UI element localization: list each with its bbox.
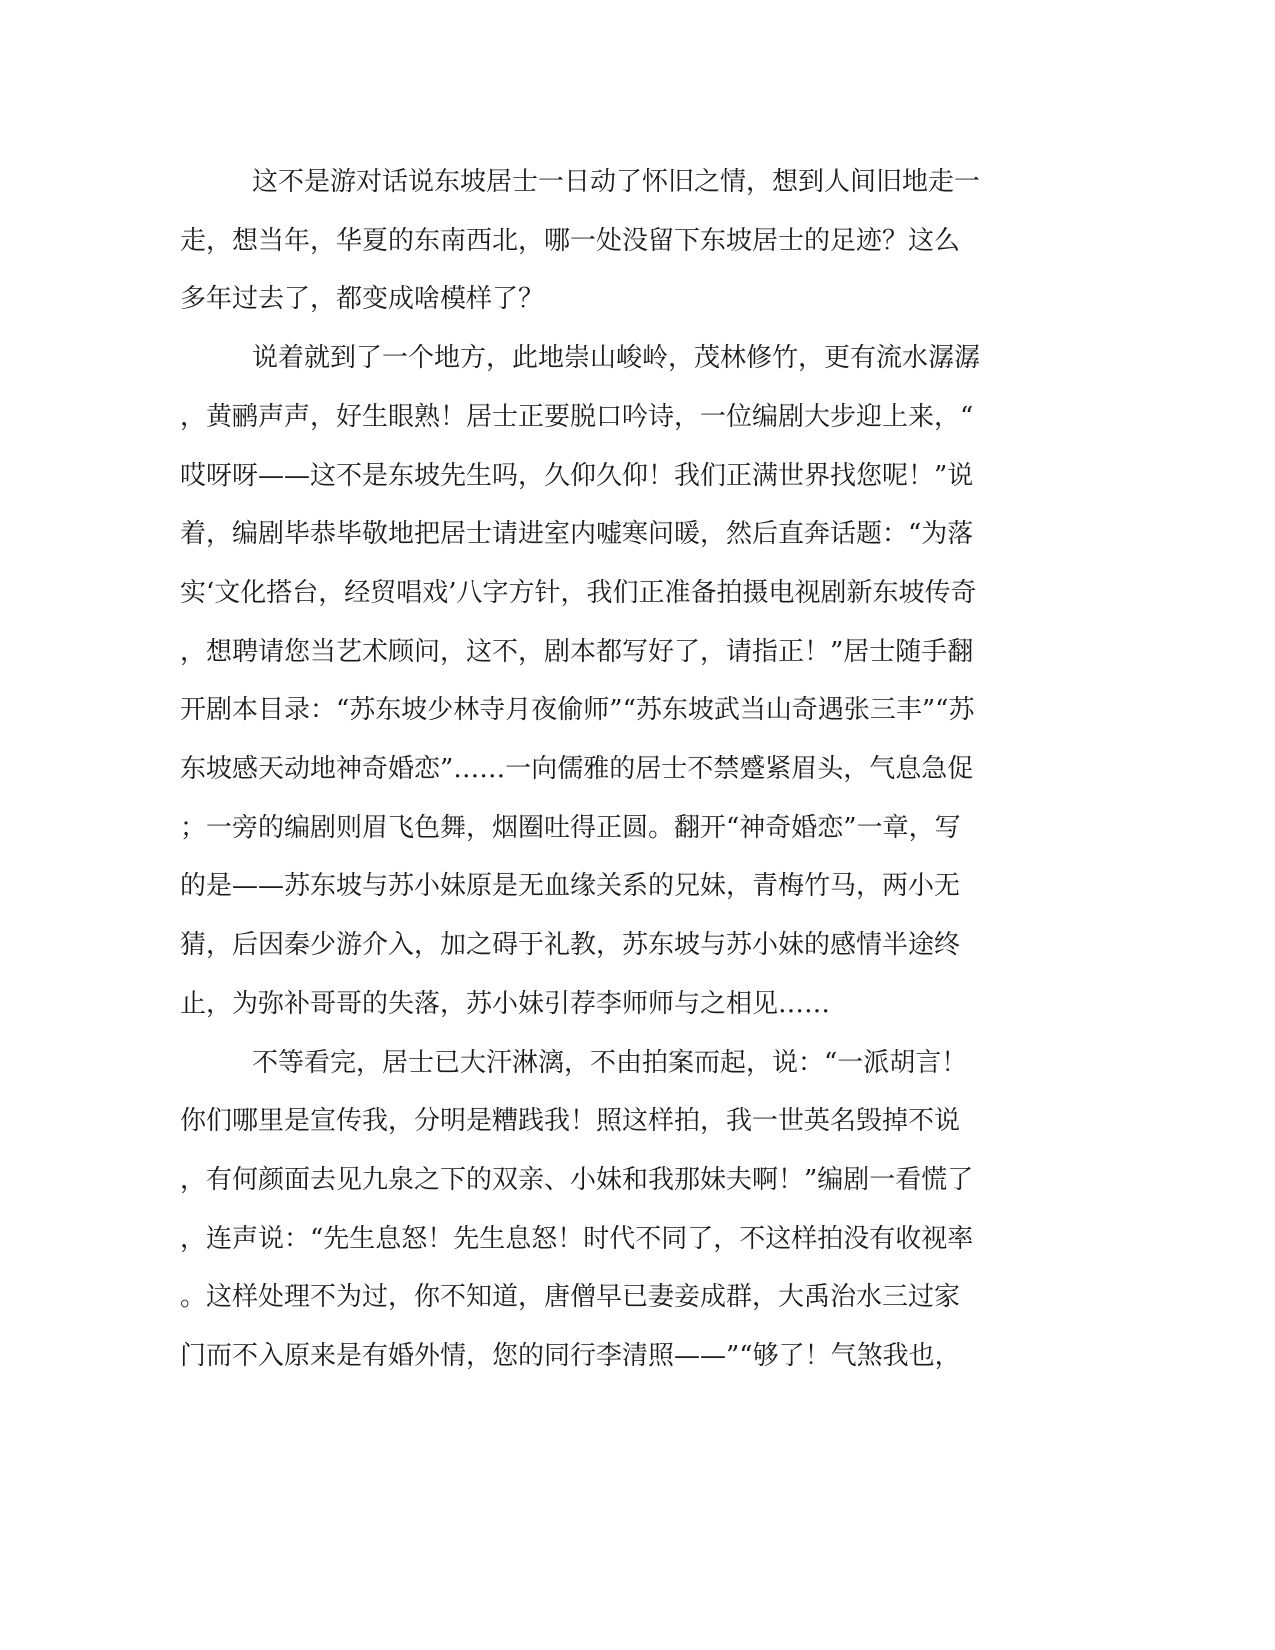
text-line: 猜，后因秦少游介入，加之碍于礼教，苏东坡与苏小妹的感情半途终: [180, 930, 961, 960]
text-line: ，想聘请您当艺术顾问，这不，剧本都写好了，请指正！”居士随手翻: [180, 637, 974, 667]
text-line: 走，想当年，华夏的东南西北，哪一处没留下东坡居士的足迹？这么: [180, 226, 961, 256]
text-line: 着，编剧毕恭毕敬地把居士请进室内嘘寒问暖，然后直奔话题：“为落: [180, 519, 974, 549]
text-line: ，连声说：“先生息怒！先生息怒！时代不同了，不这样拍没有收视率: [180, 1224, 974, 1254]
text-line: 门而不入原来是有婚外情，您的同行李清照——”“够了！气煞我也，: [180, 1341, 961, 1371]
text-line: 实‘文化搭台，经贸唱戏’八字方针，我们正准备拍摄电视剧新东坡传奇: [180, 578, 977, 608]
text-line: 的是——苏东坡与苏小妹原是无血缘关系的兄妹，青梅竹马，两小无: [180, 871, 961, 901]
text-line: 哎呀呀——这不是东坡先生吗，久仰久仰！我们正满世界找您呢！”说: [180, 461, 974, 491]
text-line: 多年过去了，都变成啥模样了？: [180, 284, 545, 314]
text-line: 。这样处理不为过，你不知道，唐僧早已妻妾成群，大禹治水三过家: [180, 1282, 961, 1312]
text-line: 东坡感天动地神奇婚恋”……一向儒雅的居士不禁蹙紧眉头，气息急促: [180, 754, 974, 784]
text-line: 开剧本目录：“苏东坡少林寺月夜偷师”“苏东坡武当山奇遇张三丰”“苏: [180, 695, 975, 725]
text-line: 你们哪里是宣传我，分明是糟践我！照这样拍，我一世英名毁掉不说: [180, 1106, 961, 1136]
text-line: 止，为弥补哥哥的失落，苏小妹引荐李师师与之相见……: [180, 989, 831, 1019]
text-line: 这不是游对话说东坡居士一日动了怀旧之情，想到人间旧地走一: [252, 167, 981, 197]
text-line: ，黄鹂声声，好生眼熟！居士正要脱口吟诗，一位编剧大步迎上来，“: [180, 402, 974, 432]
text-line: ，有何颜面去见九泉之下的双亲、小妹和我那妹夫啊！”编剧一看慌了: [180, 1165, 974, 1195]
text-line: ；一旁的编剧则眉飞色舞，烟圈吐得正圆。翻开“神奇婚恋”一章，写: [180, 813, 961, 843]
text-line: 不等看完，居士已大汗淋漓，不由拍案而起，说：“一派胡言！: [252, 1048, 968, 1078]
text-line: 说着就到了一个地方，此地崇山峻岭，茂林修竹，更有流水潺潺: [252, 343, 981, 373]
